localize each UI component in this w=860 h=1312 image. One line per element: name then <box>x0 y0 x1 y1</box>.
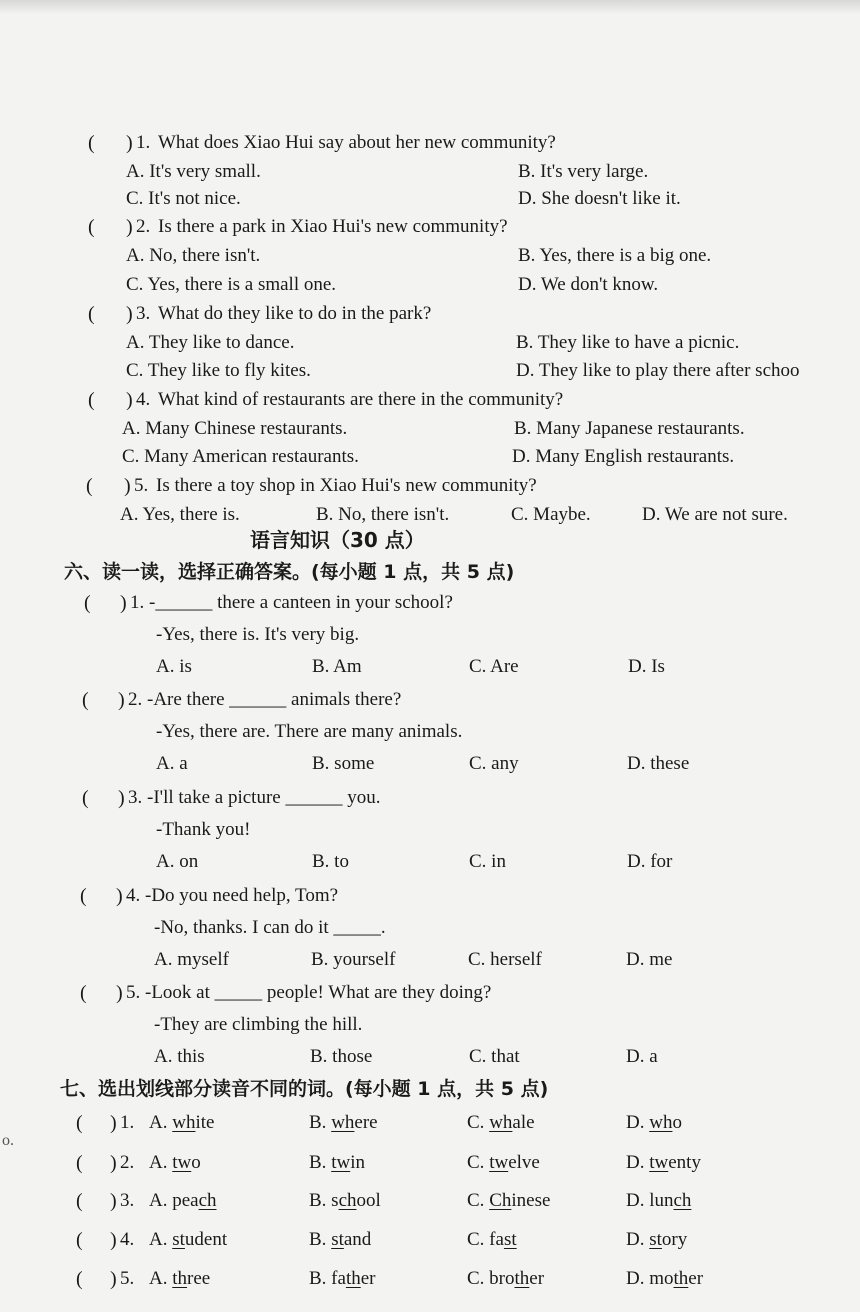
option-c: C. Maybe. <box>511 504 591 525</box>
question-number: 4. <box>120 1229 135 1250</box>
underlined-letters: wh <box>172 1112 196 1133</box>
option-b: B. No, there isn't. <box>316 504 450 525</box>
answer-bracket-open: ( <box>86 475 93 497</box>
underlined-letters: th <box>673 1268 689 1289</box>
answer-bracket-close: ) <box>110 1112 117 1134</box>
word-b: B. twin <box>309 1152 365 1173</box>
underlined-letters: tw <box>331 1152 351 1173</box>
answer-bracket-close: ) <box>110 1152 117 1174</box>
option-a: A. Yes, there is. <box>120 504 240 525</box>
option-b: B. yourself <box>311 949 396 970</box>
option-b: B. Many Japanese restaurants. <box>514 418 745 439</box>
underlined-letters: tw <box>489 1152 509 1173</box>
answer-bracket-open: ( <box>76 1190 83 1212</box>
option-c: C. any <box>469 753 519 774</box>
option-d: D. We don't know. <box>518 274 659 295</box>
option-c: C. herself <box>468 949 542 970</box>
word-c: C. whale <box>467 1112 535 1133</box>
answer-bracket-close: ) <box>126 303 133 325</box>
answer-bracket-close: ) <box>120 592 127 614</box>
answer-bracket-close: ) <box>118 689 125 711</box>
option-c: C. It's not nice. <box>126 188 241 209</box>
answer-bracket-close: ) <box>118 787 125 809</box>
question-number: 1. <box>136 132 151 153</box>
option-b: B. those <box>310 1046 373 1067</box>
word-a: A. three <box>149 1268 211 1289</box>
answer-bracket-open: ( <box>84 592 91 614</box>
question-number: 2. <box>136 216 151 237</box>
answer-line: -Yes, there are. There are many animals. <box>156 721 463 742</box>
question-number: 3. <box>136 303 151 324</box>
answer-line: -Thank you! <box>156 819 251 840</box>
underlined-letters: st <box>331 1229 344 1250</box>
word-a: A. student <box>149 1229 228 1250</box>
answer-bracket-close: ) <box>124 475 131 497</box>
option-c: C. They like to fly kites. <box>126 360 311 381</box>
word-a: A. white <box>149 1112 215 1133</box>
word-d: D. mother <box>626 1268 704 1289</box>
question-text: What do they like to do in the park? <box>158 303 432 324</box>
word-c: C. Chinese <box>467 1190 551 1211</box>
option-c: C. in <box>469 851 506 872</box>
option-a: A. on <box>156 851 199 872</box>
option-d: D. We are not sure. <box>642 504 788 525</box>
answer-bracket-open: ( <box>76 1229 83 1251</box>
option-c: C. that <box>469 1046 520 1067</box>
answer-bracket-close: ) <box>110 1229 117 1251</box>
option-d: D. a <box>626 1046 658 1067</box>
question-text: 1. -______ there a canteen in your school? <box>130 592 453 613</box>
answer-bracket-open: ( <box>76 1268 83 1290</box>
option-a: A. It's very small. <box>126 161 261 182</box>
option-b: B. They like to have a picnic. <box>516 332 740 353</box>
answer-bracket-open: ( <box>88 132 95 154</box>
option-d: D. these <box>627 753 690 774</box>
question-text: 2. -Are there ______ animals there? <box>128 689 402 710</box>
word-b: B. where <box>309 1112 378 1133</box>
answer-bracket-close: ) <box>116 982 123 1004</box>
answer-bracket-open: ( <box>76 1112 83 1134</box>
option-c: C. Are <box>469 656 519 677</box>
word-d: D. story <box>626 1229 688 1250</box>
underlined-letters: ch <box>338 1190 357 1211</box>
option-d: D. me <box>626 949 673 970</box>
underlined-letters: th <box>172 1268 188 1289</box>
option-a: A. myself <box>154 949 229 970</box>
part7-title: 七、选出划线部分读音不同的词。(每小题 1 点，共 5 点) <box>60 1078 549 1100</box>
answer-bracket-close: ) <box>126 389 133 411</box>
option-c: C. Yes, there is a small one. <box>126 274 337 295</box>
underlined-letters: st <box>172 1229 185 1250</box>
option-b: B. Am <box>312 656 362 677</box>
underlined-letters: wh <box>489 1112 513 1133</box>
question-text: 4. -Do you need help, Tom? <box>126 885 339 906</box>
option-d: D. They like to play there after schoo <box>516 360 800 381</box>
word-b: B. father <box>309 1268 376 1289</box>
answer-line: -Yes, there is. It's very big. <box>156 624 360 645</box>
option-d: D. She doesn't like it. <box>518 188 681 209</box>
answer-bracket-close: ) <box>126 132 133 154</box>
answer-line: -No, thanks. I can do it _____. <box>154 917 386 938</box>
answer-bracket-close: ) <box>126 216 133 238</box>
option-b: B. some <box>312 753 375 774</box>
section-title: 语言知识（30 点） <box>250 528 425 552</box>
answer-bracket-open: ( <box>76 1152 83 1174</box>
question-number: 2. <box>120 1152 135 1173</box>
answer-bracket-close: ) <box>110 1190 117 1212</box>
option-c: C. Many American restaurants. <box>122 446 359 467</box>
answer-bracket-open: ( <box>80 982 87 1004</box>
answer-bracket-open: ( <box>88 303 95 325</box>
answer-bracket-open: ( <box>80 885 87 907</box>
option-a: A. They like to dance. <box>126 332 295 353</box>
answer-bracket-open: ( <box>88 389 95 411</box>
underlined-letters: ch <box>673 1190 692 1211</box>
word-c: C. fast <box>467 1229 517 1250</box>
option-a: A. Many Chinese restaurants. <box>122 418 348 439</box>
answer-bracket-open: ( <box>82 787 89 809</box>
option-b: B. It's very large. <box>518 161 649 182</box>
option-a: A. is <box>156 656 192 677</box>
word-b: B. stand <box>309 1229 372 1250</box>
question-text: Is there a park in Xiao Hui's new community? <box>158 216 508 237</box>
part6-title: 六、读一读，选择正确答案。(每小题 1 点，共 5 点) <box>64 561 515 583</box>
word-c: C. brother <box>467 1268 545 1289</box>
underlined-letters: wh <box>649 1112 673 1133</box>
underlined-letters: th <box>514 1268 530 1289</box>
underlined-letters: wh <box>331 1112 355 1133</box>
left-edge-mark: o. <box>2 1132 14 1149</box>
word-d: D. twenty <box>626 1152 701 1173</box>
answer-bracket-close: ) <box>110 1268 117 1290</box>
underlined-letters: ch <box>198 1190 217 1211</box>
underlined-letters: st <box>503 1229 517 1250</box>
answer-bracket-open: ( <box>88 216 95 238</box>
option-a: A. this <box>154 1046 205 1067</box>
underlined-letters: tw <box>649 1152 669 1173</box>
option-d: D. Many English restaurants. <box>512 446 735 467</box>
answer-line: -They are climbing the hill. <box>154 1014 363 1035</box>
underlined-letters: st <box>649 1229 662 1250</box>
word-b: B. school <box>309 1190 381 1211</box>
underlined-letters: th <box>345 1268 361 1289</box>
question-text: Is there a toy shop in Xiao Hui's new community? <box>156 475 537 496</box>
option-d: D. for <box>627 851 673 872</box>
underlined-letters: tw <box>172 1152 192 1173</box>
word-d: D. who <box>626 1112 682 1133</box>
underlined-letters: Ch <box>489 1190 512 1211</box>
question-number: 5. <box>134 475 149 496</box>
question-number: 1. <box>120 1112 135 1133</box>
word-a: A. two <box>149 1152 201 1173</box>
answer-bracket-close: ) <box>116 885 123 907</box>
word-d: D. lunch <box>626 1190 692 1211</box>
option-a: A. a <box>156 753 188 774</box>
question-text: What does Xiao Hui say about her new community? <box>158 132 556 153</box>
word-c: C. twelve <box>467 1152 540 1173</box>
question-text: 3. -I'll take a picture ______ you. <box>128 787 381 808</box>
option-a: A. No, there isn't. <box>126 245 261 266</box>
question-number: 4. <box>136 389 151 410</box>
question-text: 5. -Look at _____ people! What are they doing? <box>126 982 492 1003</box>
option-b: B. Yes, there is a big one. <box>518 245 712 266</box>
question-text: What kind of restaurants are there in the community? <box>158 389 564 410</box>
top-edge-shadow <box>0 0 860 14</box>
question-number: 5. <box>120 1268 135 1289</box>
option-d: D. Is <box>628 656 665 677</box>
question-number: 3. <box>120 1190 135 1211</box>
word-a: A. peach <box>149 1190 217 1211</box>
option-b: B. to <box>312 851 349 872</box>
answer-bracket-open: ( <box>82 689 89 711</box>
